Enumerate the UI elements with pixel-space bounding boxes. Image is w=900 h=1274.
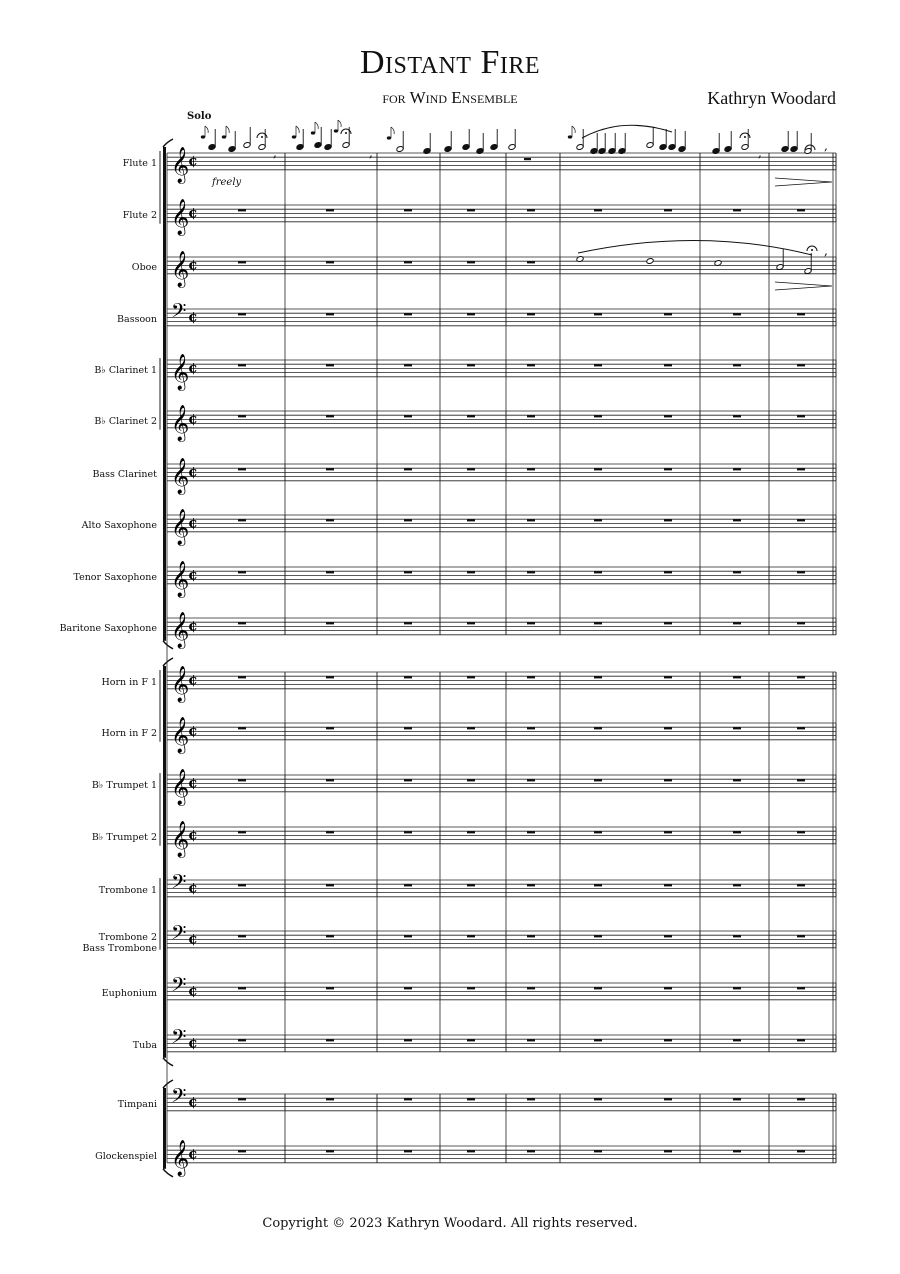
whole-rest <box>797 622 805 624</box>
score-subtitle: for Wind Ensemble <box>382 88 518 107</box>
staff <box>167 612 836 649</box>
whole-rest <box>797 935 805 937</box>
fermata-dot <box>744 136 746 138</box>
treble-clef-icon: 𝄞 <box>171 820 190 857</box>
instrument-label: B♭ Clarinet 1 <box>94 364 157 376</box>
whole-rest <box>664 415 672 417</box>
staff <box>167 1084 836 1112</box>
whole-rest <box>467 1150 475 1152</box>
whole-rest <box>664 987 672 989</box>
grace-note <box>292 135 296 138</box>
whole-rest <box>404 935 412 937</box>
whole-rest <box>733 571 741 573</box>
grace-flag <box>572 126 575 133</box>
whole-rest <box>326 1150 334 1152</box>
instrument-label: Bassoon <box>117 313 157 325</box>
slur <box>582 125 672 138</box>
whole-rest <box>594 831 602 833</box>
treble-clef-icon: 𝄞 <box>171 198 190 235</box>
slur <box>578 240 812 255</box>
instrument-label: B♭ Clarinet 2 <box>94 415 157 427</box>
whole-rest <box>664 884 672 886</box>
whole-rest <box>733 727 741 729</box>
breath-mark: , <box>369 146 373 160</box>
instrument-label: B♭ Trumpet 2 <box>91 831 157 843</box>
whole-rest <box>527 831 535 833</box>
expression-marking: freely <box>212 177 242 188</box>
breath-mark: , <box>824 139 828 153</box>
whole-rest <box>733 415 741 417</box>
whole-rest <box>664 1150 672 1152</box>
whole-rest <box>467 987 475 989</box>
whole-rest <box>404 1150 412 1152</box>
whole-rest <box>664 831 672 833</box>
whole-rest <box>594 571 602 573</box>
breath-mark: , <box>273 146 277 160</box>
whole-rest <box>664 364 672 366</box>
treble-clef-icon: 𝄞 <box>171 560 190 597</box>
whole-rest <box>594 1150 602 1152</box>
whole-rest <box>467 519 475 521</box>
instrument-label: B♭ Trumpet 1 <box>91 779 157 791</box>
whole-rest <box>733 987 741 989</box>
cut-time-icon: ¢ <box>188 360 198 377</box>
whole-rest <box>733 831 741 833</box>
whole-rest <box>326 313 334 315</box>
whole-rest <box>238 622 246 624</box>
staff <box>167 199 836 236</box>
whole-rest <box>238 779 246 781</box>
staff <box>167 458 836 495</box>
bracket-hook <box>163 658 173 666</box>
cut-time-icon: ¢ <box>188 205 198 222</box>
whole-rest <box>527 622 535 624</box>
whole-rest <box>664 468 672 470</box>
whole-rest <box>326 987 334 989</box>
composer-name: Kathryn Woodard <box>707 88 836 108</box>
whole-rest <box>594 884 602 886</box>
whole-rest <box>594 415 602 417</box>
whole-rest <box>797 884 805 886</box>
cut-time-icon: ¢ <box>188 515 198 532</box>
staff <box>167 821 836 858</box>
whole-rest <box>733 519 741 521</box>
staff <box>167 251 836 288</box>
whole-rest <box>238 209 246 211</box>
grace-flag <box>391 127 394 134</box>
whole-rest <box>733 468 741 470</box>
whole-rest <box>404 468 412 470</box>
cut-time-icon: ¢ <box>188 880 198 897</box>
bass-clef-icon: 𝄢 <box>171 299 187 327</box>
instrument-label: Bass Clarinet <box>92 468 157 480</box>
whole-rest <box>238 1039 246 1041</box>
whole-rest <box>664 779 672 781</box>
cut-time-icon: ¢ <box>188 1035 198 1052</box>
fermata-dot <box>261 136 263 138</box>
whole-rest <box>467 884 475 886</box>
whole-rest <box>404 1039 412 1041</box>
whole-rest <box>238 727 246 729</box>
cut-time-icon: ¢ <box>188 309 198 326</box>
whole-rest <box>326 676 334 678</box>
grace-note <box>334 129 338 132</box>
instrument-label: Flute 1 <box>122 157 157 169</box>
whole-rest <box>467 727 475 729</box>
solo-marking: Solo <box>187 111 212 122</box>
whole-rest <box>467 415 475 417</box>
bass-clef-icon: 𝄢 <box>171 973 187 1001</box>
copyright-notice: Copyright © 2023 Kathryn Woodard. All rights reserved. <box>262 1216 638 1231</box>
whole-rest <box>594 519 602 521</box>
whole-rest <box>238 261 246 263</box>
instrument-label: Euphonium <box>101 987 157 999</box>
whole-rest <box>527 884 535 886</box>
treble-clef-icon: 𝄞 <box>171 250 190 287</box>
whole-rest <box>733 779 741 781</box>
staff <box>167 1025 836 1053</box>
whole-rest <box>326 831 334 833</box>
whole-rest <box>733 676 741 678</box>
whole-rest <box>797 415 805 417</box>
bass-clef-icon: 𝄢 <box>171 1084 187 1112</box>
whole-rest <box>664 209 672 211</box>
whole-rest <box>733 364 741 366</box>
whole-rest <box>404 676 412 678</box>
whole-rest <box>797 727 805 729</box>
cut-time-icon: ¢ <box>188 464 198 481</box>
whole-rest <box>467 622 475 624</box>
cut-time-icon: ¢ <box>188 931 198 948</box>
whole-rest <box>797 364 805 366</box>
grace-flag <box>226 126 229 133</box>
treble-clef-icon: 𝄞 <box>171 457 190 494</box>
treble-clef-icon: 𝄞 <box>171 353 190 390</box>
whole-rest <box>238 987 246 989</box>
whole-rest <box>527 468 535 470</box>
whole-rest <box>238 415 246 417</box>
grace-note <box>311 131 315 134</box>
instrument-label: Tenor Saxophone <box>73 571 157 583</box>
staff <box>167 509 836 546</box>
grace-note <box>201 135 205 138</box>
bass-clef-icon: 𝄢 <box>171 1025 187 1053</box>
whole-rest <box>797 779 805 781</box>
whole-rest <box>797 987 805 989</box>
whole-rest <box>467 364 475 366</box>
whole-rest <box>326 935 334 937</box>
whole-rest <box>594 727 602 729</box>
whole-rest <box>733 1150 741 1152</box>
whole-rest <box>238 1150 246 1152</box>
whole-rest <box>326 468 334 470</box>
whole-rest <box>238 519 246 521</box>
whole-rest <box>527 519 535 521</box>
whole-rest <box>797 1098 805 1100</box>
whole-rest <box>797 209 805 211</box>
instrument-label: Trombone 2 Bass Trombone <box>82 932 157 954</box>
whole-rest <box>527 1098 535 1100</box>
instrument-label: Trombone 1 <box>98 884 157 896</box>
whole-rest <box>797 313 805 315</box>
instrument-label: Horn in F 1 <box>101 676 157 688</box>
whole-rest <box>527 364 535 366</box>
whole-rest <box>594 1098 602 1100</box>
whole-rest <box>238 935 246 937</box>
whole-rest <box>326 209 334 211</box>
whole-rest <box>326 1098 334 1100</box>
whole-rest <box>594 622 602 624</box>
whole-rest <box>733 622 741 624</box>
grace-flag <box>205 126 208 133</box>
cut-time-icon: ¢ <box>188 723 198 740</box>
whole-rest <box>527 987 535 989</box>
whole-rest <box>527 727 535 729</box>
whole-rest <box>527 935 535 937</box>
whole-rest <box>467 209 475 211</box>
whole-rest <box>594 779 602 781</box>
whole-rest <box>326 884 334 886</box>
grace-flag <box>296 126 299 133</box>
instrument-label: Horn in F 2 <box>101 727 157 739</box>
whole-rest <box>326 364 334 366</box>
whole-rest <box>594 987 602 989</box>
whole-rest <box>594 364 602 366</box>
whole-rest <box>404 415 412 417</box>
whole-rest <box>797 571 805 573</box>
whole-rest <box>594 935 602 937</box>
whole-rest <box>527 261 535 263</box>
cut-time-icon: ¢ <box>188 1094 198 1111</box>
whole-rest <box>467 468 475 470</box>
whole-rest <box>664 313 672 315</box>
instrument-label: Baritone Saxophone <box>59 622 157 634</box>
whole-rest <box>467 676 475 678</box>
whole-rest <box>326 727 334 729</box>
whole-rest <box>404 1098 412 1100</box>
whole-rest <box>664 1098 672 1100</box>
bracket-hook <box>163 1058 173 1066</box>
whole-rest <box>527 415 535 417</box>
treble-clef-icon: 𝄞 <box>171 716 190 753</box>
whole-rest <box>664 676 672 678</box>
treble-clef-icon: 𝄞 <box>171 1139 190 1176</box>
staff <box>167 354 836 391</box>
whole-rest <box>527 676 535 678</box>
staff <box>167 147 836 184</box>
whole-rest <box>797 1039 805 1041</box>
whole-rest <box>467 313 475 315</box>
cut-time-icon: ¢ <box>188 672 198 689</box>
whole-rest <box>527 779 535 781</box>
instrument-label: Flute 2 <box>122 209 157 221</box>
whole-rest <box>664 727 672 729</box>
whole-rest <box>326 622 334 624</box>
whole-rest <box>238 313 246 315</box>
whole-rest <box>467 261 475 263</box>
whole-rest <box>238 364 246 366</box>
whole-rest <box>797 1150 805 1152</box>
whole-rest <box>238 571 246 573</box>
instrument-label: Glockenspiel <box>95 1150 157 1162</box>
system-bracket <box>163 666 166 1058</box>
whole-rest <box>404 571 412 573</box>
whole-rest <box>594 468 602 470</box>
decrescendo-hairpin <box>775 282 832 290</box>
grace-note <box>222 135 226 138</box>
instrument-label: Alto Saxophone <box>81 519 157 531</box>
whole-rest <box>467 779 475 781</box>
cut-time-icon: ¢ <box>188 153 198 170</box>
cut-time-icon: ¢ <box>188 1146 198 1163</box>
treble-clef-icon: 𝄞 <box>171 508 190 545</box>
fermata-dot <box>345 132 347 134</box>
staff <box>167 666 836 703</box>
grace-flag <box>338 120 341 127</box>
whole-rest <box>404 209 412 211</box>
whole-rest <box>733 209 741 211</box>
treble-clef-icon: 𝄞 <box>171 768 190 805</box>
cut-time-icon: ¢ <box>188 411 198 428</box>
whole-rest <box>527 209 535 211</box>
cut-time-icon: ¢ <box>188 567 198 584</box>
cut-time-icon: ¢ <box>188 983 198 1000</box>
staff <box>167 299 836 327</box>
staff <box>167 973 836 1001</box>
whole-rest <box>594 313 602 315</box>
whole-rest <box>664 1039 672 1041</box>
whole-rest <box>733 313 741 315</box>
whole-rest <box>326 261 334 263</box>
whole-rest <box>467 1039 475 1041</box>
whole-rest <box>404 831 412 833</box>
cut-time-icon: ¢ <box>188 775 198 792</box>
whole-rest <box>404 779 412 781</box>
half-rest <box>524 158 531 160</box>
whole-rest <box>467 571 475 573</box>
treble-clef-icon: 𝄞 <box>171 404 190 441</box>
bracket-hook <box>163 139 173 147</box>
whole-rest <box>467 935 475 937</box>
whole-rest <box>238 468 246 470</box>
grace-note <box>568 135 572 138</box>
cut-time-icon: ¢ <box>188 257 198 274</box>
whole-rest <box>664 519 672 521</box>
whole-rest <box>404 261 412 263</box>
staff <box>167 561 836 598</box>
whole-rest <box>238 884 246 886</box>
instrument-label: Timpani <box>117 1098 157 1110</box>
whole-rest <box>664 935 672 937</box>
whole-rest <box>733 1039 741 1041</box>
breath-mark: , <box>758 146 762 160</box>
breath-mark: , <box>824 244 828 258</box>
cut-time-icon: ¢ <box>188 827 198 844</box>
whole-rest <box>326 519 334 521</box>
whole-rest <box>238 831 246 833</box>
score-title: Distant Fire <box>359 44 541 81</box>
staff <box>167 921 836 949</box>
system-bracket <box>163 147 166 641</box>
whole-rest <box>326 779 334 781</box>
bass-clef-icon: 𝄢 <box>171 870 187 898</box>
whole-rest <box>527 571 535 573</box>
whole-rest <box>404 727 412 729</box>
grace-note <box>387 136 391 139</box>
whole-rest <box>326 571 334 573</box>
whole-rest <box>404 987 412 989</box>
bass-clef-icon: 𝄢 <box>171 921 187 949</box>
whole-rest <box>797 519 805 521</box>
whole-rest <box>238 1098 246 1100</box>
whole-rest <box>467 1098 475 1100</box>
whole-rest <box>404 313 412 315</box>
whole-rest <box>238 676 246 678</box>
instrument-label: Oboe <box>131 261 157 273</box>
staff <box>167 769 836 806</box>
whole-rest <box>594 209 602 211</box>
instrument-label: Tuba <box>132 1039 157 1051</box>
whole-rest <box>326 415 334 417</box>
staff <box>167 717 836 754</box>
whole-rest <box>404 884 412 886</box>
whole-rest <box>797 831 805 833</box>
whole-rest <box>326 1039 334 1041</box>
whole-rest <box>797 676 805 678</box>
whole-rest <box>467 831 475 833</box>
whole-rest <box>527 1039 535 1041</box>
treble-clef-icon: 𝄞 <box>171 146 190 183</box>
whole-rest <box>797 468 805 470</box>
fermata-dot <box>811 249 813 251</box>
whole-rest <box>594 676 602 678</box>
whole-rest <box>404 364 412 366</box>
notehead <box>646 258 654 265</box>
staff <box>167 1140 836 1177</box>
treble-clef-icon: 𝄞 <box>171 665 190 702</box>
system-bracket <box>163 1088 166 1169</box>
whole-rest <box>527 1150 535 1152</box>
whole-rest <box>733 884 741 886</box>
staff <box>167 870 836 898</box>
grace-flag <box>315 122 318 129</box>
whole-rest <box>594 1039 602 1041</box>
cut-time-icon: ¢ <box>188 618 198 635</box>
whole-rest <box>404 622 412 624</box>
whole-rest <box>664 622 672 624</box>
decrescendo-hairpin <box>775 178 832 186</box>
whole-rest <box>527 313 535 315</box>
staff <box>167 405 836 442</box>
whole-rest <box>733 935 741 937</box>
whole-rest <box>404 519 412 521</box>
treble-clef-icon: 𝄞 <box>171 611 190 648</box>
whole-rest <box>664 571 672 573</box>
whole-rest <box>733 1098 741 1100</box>
